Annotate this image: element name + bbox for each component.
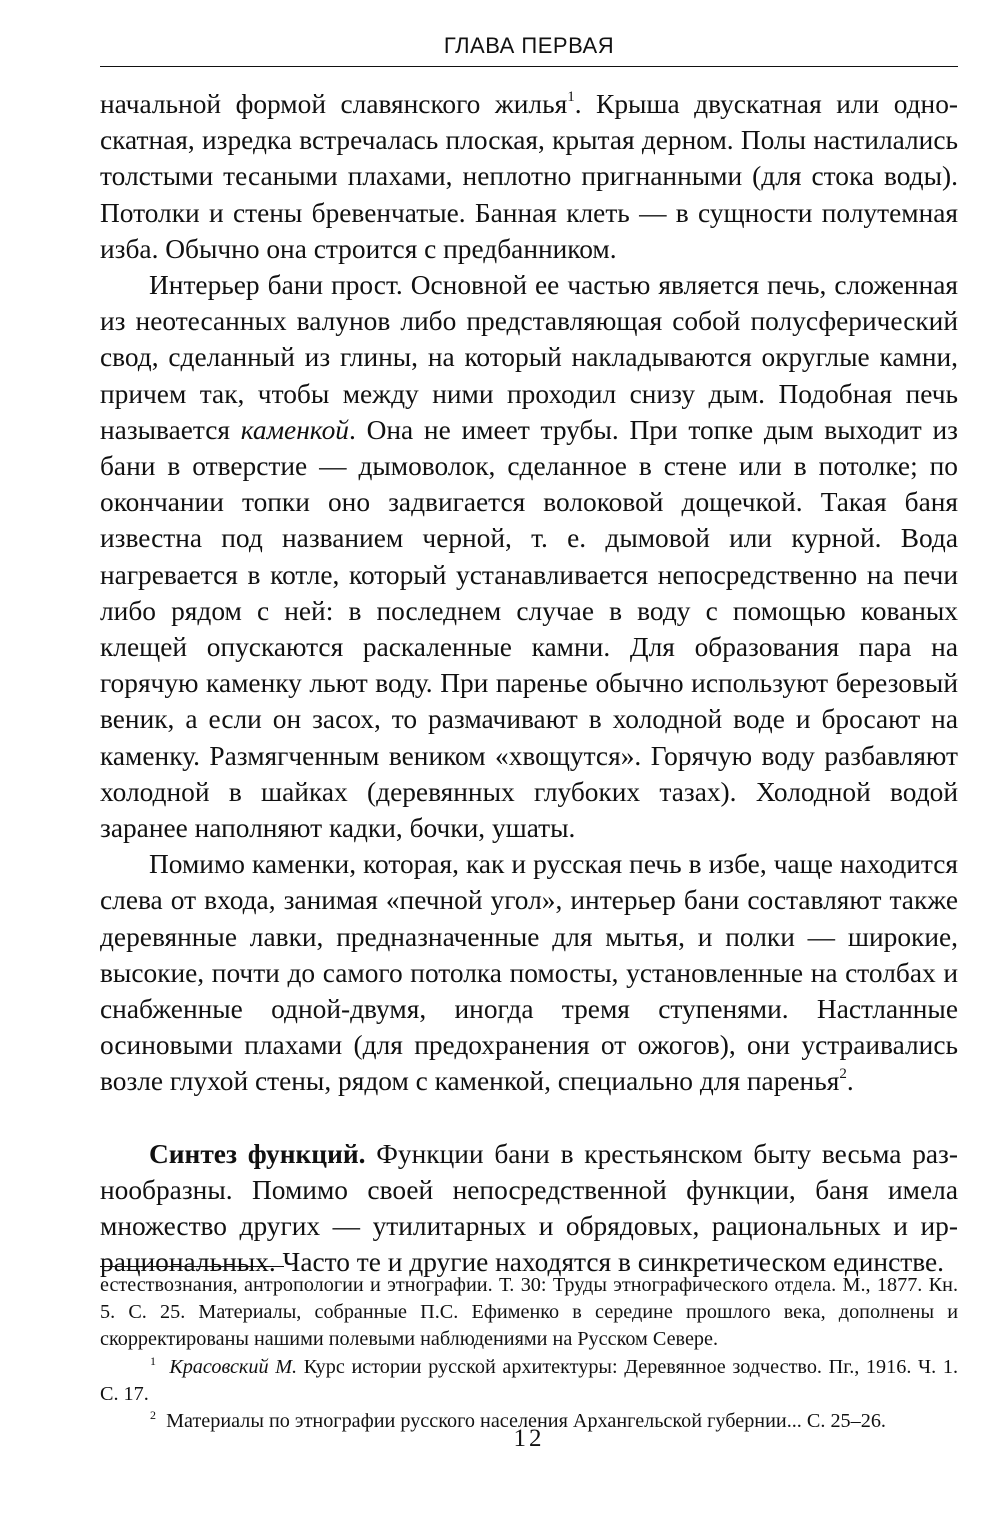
paragraph-3	[100, 846, 958, 1099]
footnote-ref-2: 2	[839, 1066, 847, 1083]
footnote-separator	[100, 1266, 284, 1267]
paragraph-2	[100, 267, 958, 846]
footnote-1-mark: 1	[150, 1353, 156, 1368]
paragraph-1	[100, 86, 958, 267]
footnote-ref-1: 1	[567, 89, 575, 105]
footnote-2-text: Материалы по этнографии русского населения Архангельской губернии... С. 25–26.	[166, 1410, 886, 1433]
footnote-2-mark: 2	[150, 1408, 156, 1423]
footnote-1	[100, 1354, 958, 1408]
footnote-1-text: Курс истории русской архитектуры: Деревянное зодчество. Пг., 1916. Ч. 1. С. 17.	[100, 1355, 958, 1405]
paragraph-1-text-b: . Крыша двускатная или односкатная, изредка встречалась плоская, крытая дерном. Полы настилались толстыми тесаными плахами, неплотно пригнанными (для стока воды). Потолки и стены бревенчатые. Банная клеть — в сущности полутемная изба. Обычно она строится с предбанником.	[100, 89, 959, 264]
main-text	[100, 86, 958, 1281]
italic-term: каменкой	[240, 414, 349, 445]
page-number: 12	[513, 1425, 545, 1452]
book-page	[100, 0, 958, 1519]
running-head: ГЛАВА ПЕРВАЯ	[443, 33, 615, 58]
paragraph-2-text-a: Интерьер бани прост. Основной ее частью является печь, сложенная из неотесанных валунов либо представляющая собой полусферический свод, сделанный из глины, на который накладываются округлые камни, причем так, чтобы между ними проходил снизу дым. Подобная печь называется	[100, 270, 958, 445]
footnotes	[100, 1272, 958, 1435]
header-rule	[100, 66, 958, 67]
paragraph-3-text-b: .	[846, 1066, 854, 1097]
paragraph-4-text: Функции бани в крестьянском быту весьма разнообразны. Помимо своей непосредственной функции, баня имела множество других — утилитарных и обрядовых, рациональных и иррациональных. Часто те и другие находятся в синкретическом единстве.	[100, 1138, 958, 1278]
footnote-continued: естествознания, антропологии и этнографии. Т. 30: Труды этнографического отдела. М., 1877. Кн. 5. С. 25. Материалы, собранные П.С. Ефименко в середине прошлого века, дополнены и скорректированы нашими полевыми наблюдениями на Русском Севере.	[100, 1274, 958, 1351]
section-run-in-heading: Синтез функций.	[149, 1138, 366, 1169]
paragraph-1-text-a: начальной формой славянского жилья	[100, 89, 568, 119]
paragraph-3-text-a: Помимо каменки, которая, как и русская печь в избе, чаще находится слева от входа, занимая «печной угол», интерьер бани составляют также деревянные лавки, предназначенные для мытья, и полки — широкие, высокие, почти до самого потолка помосты, установленные на столбах и снабженные одной-двумя, иногда тремя ступенями. Настланные осиновыми плахами (для предохранения от ожогов), они устраивались возле глухой стены, рядом с каменкой, специально для паренья	[100, 849, 958, 1097]
paragraph-2-text-b: . Она не имеет трубы. При топке дым выходит из бани в отверстие — дымоволок, сделанное в стене или в потолке; по окончании топки оно задвигается волоковой дощечкой. Такая баня известна под названием черной, т. е. дымовой или курной. Вода нагревается в котле, который устанавливается непосредственно на печи либо рядом с ней: в последнем случае в воду с помощью кованых клещей опускаются раскаленные камни. Для образования пара на горячую каменку льют воду. При паренье обычно используют березовый веник, а если он засох, то размачивают в холодной воде и бросают на каменку. Размягченным веником «хвощутся». Горячую воду разбавляют холодной в шайках (деревянных глубоких тазах). Холодной водой заранее наполняют кадки, бочки, ушаты.	[100, 414, 958, 844]
paragraph-4	[100, 1136, 958, 1281]
footnote-1-author: Красовский М.	[169, 1355, 298, 1378]
